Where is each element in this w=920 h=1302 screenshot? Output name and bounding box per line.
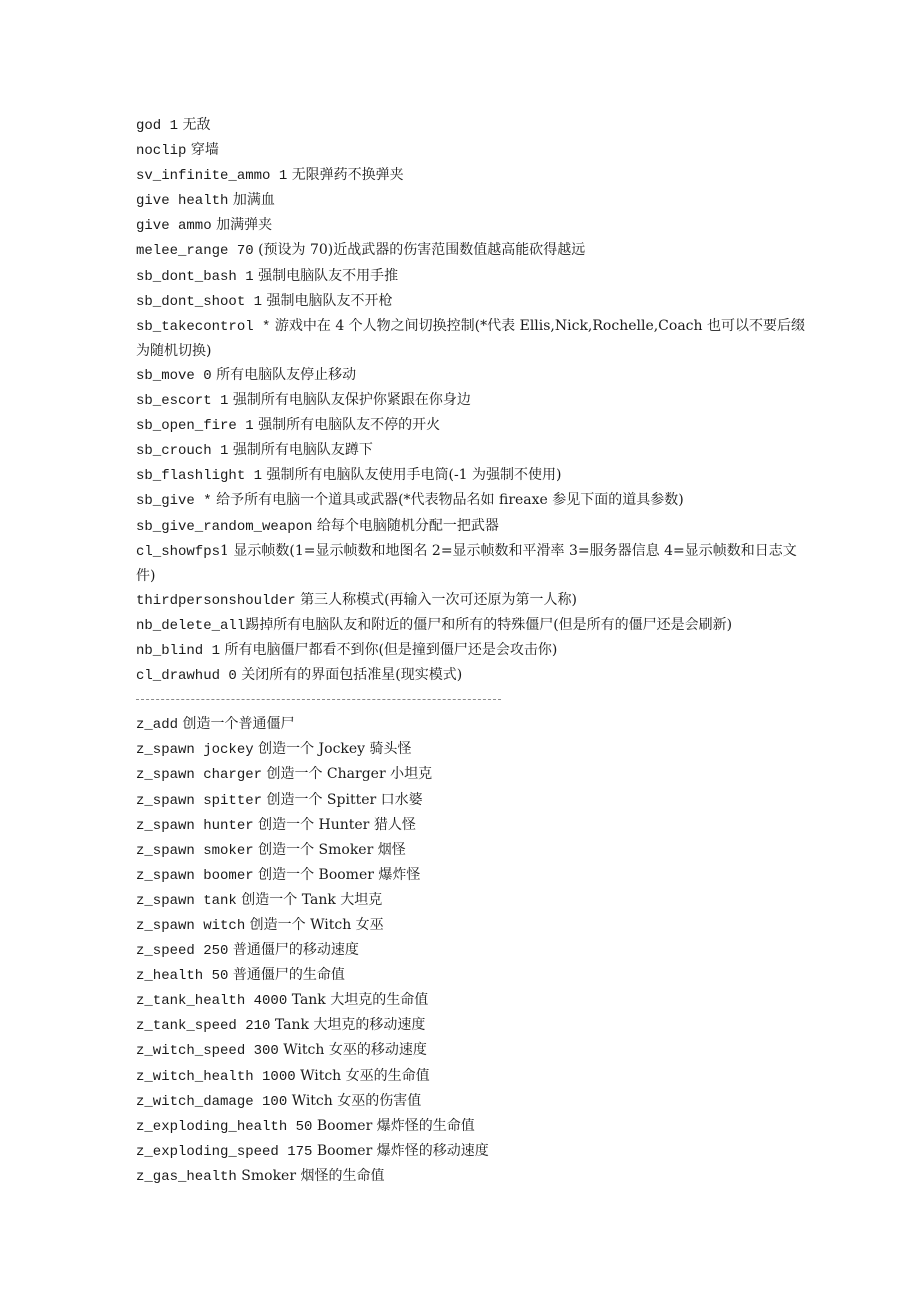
command-line bbox=[136, 238, 806, 263]
command-description: 创造一个 Jockey 骑头怪 bbox=[258, 741, 412, 758]
command-line bbox=[136, 314, 806, 363]
command-name: sb_escort 1 bbox=[136, 393, 229, 410]
command-description: Smoker 烟怪的生命值 bbox=[241, 1167, 385, 1184]
command-description: 创造一个 Smoker 烟怪 bbox=[258, 841, 406, 858]
command-name: god 1 bbox=[136, 118, 179, 134]
command-name: z_witch_damage 100 bbox=[136, 1093, 288, 1110]
command-description: 强制电脑队友不用手推 bbox=[258, 267, 399, 284]
command-line bbox=[136, 838, 806, 863]
command-description: 第三人称模式(再输入一次可还原为第一人称) bbox=[300, 591, 578, 608]
command-line bbox=[136, 663, 806, 688]
command-description: 创造一个 Witch 女巫 bbox=[249, 917, 384, 933]
command-name: sb_crouch 1 bbox=[136, 443, 229, 460]
command-name: cl_drawhud 0 bbox=[136, 668, 237, 685]
section-zombie-commands bbox=[136, 712, 806, 1189]
command-line bbox=[136, 388, 806, 413]
command-description: 无限弹药不换弹夹 bbox=[291, 167, 404, 184]
command-name: z_speed 250 bbox=[136, 943, 229, 960]
command-name: z_spawn hunter bbox=[136, 817, 254, 834]
command-name: z_exploding_health 50 bbox=[136, 1118, 313, 1135]
command-name: z_spawn jockey bbox=[136, 742, 254, 759]
command-name: z_tank_speed 210 bbox=[136, 1018, 271, 1035]
command-name: noclip bbox=[136, 143, 187, 160]
command-line bbox=[136, 788, 806, 813]
command-name: z_spawn tank bbox=[136, 892, 237, 909]
command-line bbox=[136, 413, 806, 438]
command-name: nb_blind 1 bbox=[136, 642, 221, 659]
command-name: z_witch_speed 300 bbox=[136, 1043, 279, 1060]
command-line bbox=[136, 737, 806, 762]
command-description: Boomer 爆炸怪的生命值 bbox=[316, 1117, 475, 1134]
command-description: Witch 女巫的移动速度 bbox=[283, 1042, 427, 1059]
command-description: 普通僵尸的生命值 bbox=[232, 967, 345, 984]
command-name: sv_infinite_ammo 1 bbox=[136, 168, 288, 185]
command-name: sb_give * bbox=[136, 493, 212, 510]
command-name: give health bbox=[136, 193, 229, 210]
command-description: 给予所有电脑一个道具或武器(*代表物品名如 fireaxe 参见下面的道具参数) bbox=[216, 492, 684, 509]
command-line bbox=[136, 113, 806, 138]
command-line bbox=[136, 1064, 806, 1089]
section-general-commands bbox=[136, 113, 806, 688]
command-line bbox=[136, 264, 806, 289]
command-description: 创造一个 Boomer 爆炸怪 bbox=[258, 866, 421, 883]
command-line bbox=[136, 712, 806, 737]
command-name: sb_takecontrol * bbox=[136, 318, 271, 335]
command-name: z_spawn smoker bbox=[136, 842, 254, 859]
command-line bbox=[136, 913, 806, 938]
command-line bbox=[136, 1164, 806, 1189]
command-name: z_tank_health 4000 bbox=[136, 993, 288, 1010]
command-name: sb_give_random_weapon bbox=[136, 518, 313, 535]
command-line bbox=[136, 1038, 806, 1063]
command-line bbox=[136, 938, 806, 963]
command-line bbox=[136, 963, 806, 988]
command-line bbox=[136, 514, 806, 539]
command-description: 创造一个 Tank 大坦克 bbox=[241, 891, 383, 908]
command-line bbox=[136, 363, 806, 388]
command-line bbox=[136, 888, 806, 913]
command-description: 穿墙 bbox=[190, 142, 219, 159]
command-line bbox=[136, 213, 806, 238]
command-name: sb_move 0 bbox=[136, 367, 212, 384]
document-page bbox=[136, 113, 806, 1189]
command-description: 普通僵尸的移动速度 bbox=[232, 942, 359, 959]
command-description: Witch 女巫的生命值 bbox=[300, 1067, 430, 1084]
command-description: 所有电脑队友停止移动 bbox=[216, 366, 357, 383]
command-line bbox=[136, 988, 806, 1013]
command-name: sb_open_fire 1 bbox=[136, 418, 254, 435]
command-description: 创造一个 Charger 小坦克 bbox=[266, 766, 433, 783]
command-description: 游戏中在 4 个人物之间切换控制(*代表 Ellis,Nick,Rochelle,Coach 也可以不要后缀为随机切换) bbox=[136, 317, 805, 359]
command-name: sb_flashlight 1 bbox=[136, 468, 263, 485]
command-line bbox=[136, 289, 806, 314]
command-description: (预设为 70)近战武器的伤害范围数值越高能砍得越远 bbox=[258, 242, 586, 259]
command-line bbox=[136, 863, 806, 888]
command-name: z_spawn spitter bbox=[136, 792, 263, 809]
command-name: z_spawn charger bbox=[136, 767, 263, 784]
command-description: 强制所有电脑队友使用手电筒(-1 为强制不使用) bbox=[266, 467, 562, 484]
command-line bbox=[136, 488, 806, 513]
command-name: nb_delete_all bbox=[136, 617, 246, 634]
command-description: 强制所有电脑队友蹲下 bbox=[232, 442, 373, 459]
command-line bbox=[136, 1089, 806, 1114]
command-description: 无敌 bbox=[182, 117, 211, 133]
command-name: z_health 50 bbox=[136, 968, 229, 985]
command-name: z_spawn boomer bbox=[136, 867, 254, 884]
command-name: z_spawn witch bbox=[136, 918, 246, 934]
command-description: Tank 大坦克的生命值 bbox=[291, 992, 429, 1009]
command-description: 创造一个 Spitter 口水婆 bbox=[266, 791, 423, 808]
command-name: sb_dont_shoot 1 bbox=[136, 293, 263, 310]
command-name: thirdpersonshoulder bbox=[136, 592, 296, 609]
command-name: sb_dont_bash 1 bbox=[136, 268, 254, 285]
command-line bbox=[136, 163, 806, 188]
command-line bbox=[136, 1139, 806, 1164]
command-description: 强制所有电脑队友不停的开火 bbox=[258, 417, 441, 434]
command-name: melee_range 70 bbox=[136, 243, 254, 260]
command-description: Tank 大坦克的移动速度 bbox=[274, 1017, 426, 1034]
separator-line bbox=[136, 699, 501, 700]
command-line bbox=[136, 638, 806, 663]
command-description: 1 显示帧数(1=显示帧数和地图名 2=显示帧数和平滑率 3=服务器信息 4=显示帧数和日志文件) bbox=[136, 542, 797, 584]
section-separator bbox=[136, 688, 806, 712]
command-description: 强制所有电脑队友保护你紧跟在你身边 bbox=[232, 392, 471, 409]
command-line bbox=[136, 438, 806, 463]
command-line bbox=[136, 813, 806, 838]
command-description: 踢掉所有电脑队友和附近的僵尸和所有的特殊僵尸(但是所有的僵尸还是会刷新) bbox=[245, 616, 733, 633]
command-line bbox=[136, 1114, 806, 1139]
command-description: 强制电脑队友不开枪 bbox=[266, 292, 393, 309]
command-name: z_gas_health bbox=[136, 1168, 237, 1185]
command-description: 加满弹夹 bbox=[216, 217, 273, 234]
command-line bbox=[136, 1013, 806, 1038]
command-line bbox=[136, 588, 806, 613]
command-description: 加满血 bbox=[232, 192, 275, 209]
command-name: cl_showfps bbox=[136, 543, 221, 560]
command-description: 给每个电脑随机分配一把武器 bbox=[316, 517, 499, 534]
command-description: 创造一个普通僵尸 bbox=[182, 716, 295, 733]
command-name: z_exploding_speed 175 bbox=[136, 1143, 313, 1160]
command-description: Witch 女巫的伤害值 bbox=[291, 1092, 422, 1109]
command-description: 创造一个 Hunter 猎人怪 bbox=[258, 816, 416, 833]
command-name: z_witch_health 1000 bbox=[136, 1068, 296, 1085]
command-description: Boomer 爆炸怪的移动速度 bbox=[316, 1142, 489, 1159]
command-line bbox=[136, 463, 806, 488]
command-line bbox=[136, 613, 806, 638]
command-line bbox=[136, 188, 806, 213]
command-line bbox=[136, 539, 806, 588]
command-description: 所有电脑僵尸都看不到你(但是撞到僵尸还是会攻击你) bbox=[224, 641, 558, 658]
command-name: give ammo bbox=[136, 218, 212, 235]
command-line bbox=[136, 138, 806, 163]
command-description: 关闭所有的界面包括准星(现实模式) bbox=[241, 667, 463, 684]
command-line bbox=[136, 762, 806, 787]
command-name: z_add bbox=[136, 717, 179, 734]
